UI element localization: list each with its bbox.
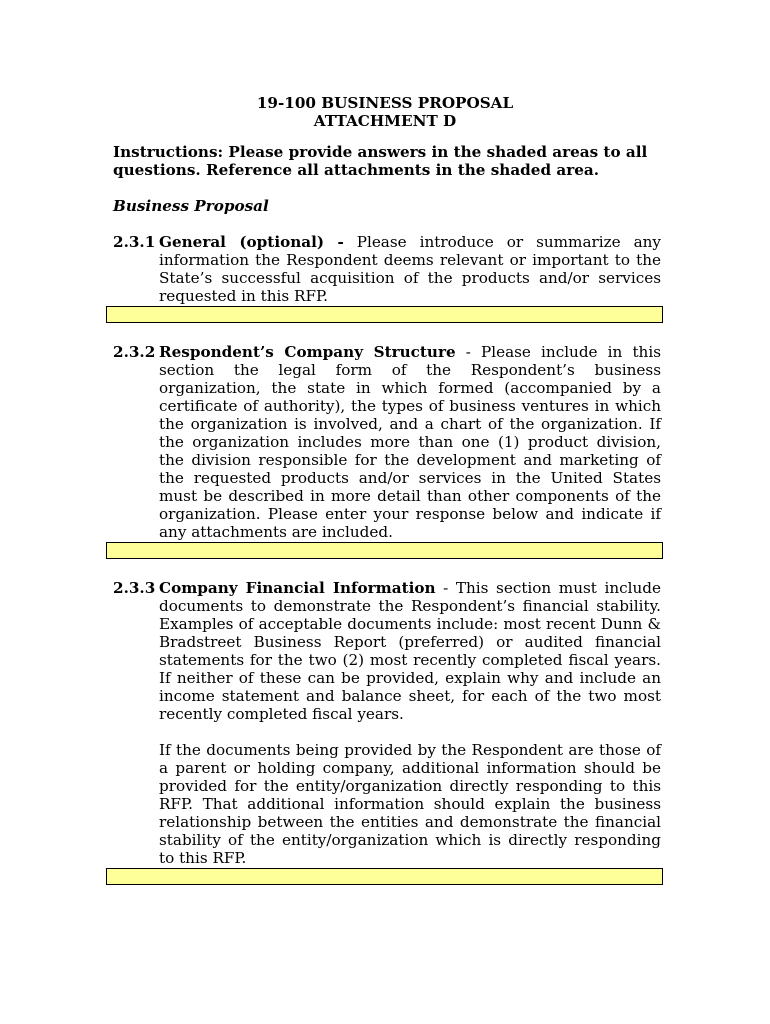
question-paragraph [159, 579, 661, 723]
question-body [159, 343, 661, 541]
question-body [159, 233, 661, 305]
question-number: 2.3.3 [113, 579, 156, 597]
document-subtitle: ATTACHMENT D [313, 112, 457, 130]
answer-field-2-3-1[interactable] [106, 306, 663, 323]
question-paragraph [159, 343, 661, 541]
question-lead: General (optional) - [159, 233, 344, 251]
document-title: 19-100 BUSINESS PROPOSAL [256, 94, 514, 112]
answer-field-2-3-2[interactable] [106, 542, 663, 559]
question-lead: Company Financial Information [159, 579, 436, 597]
question-2-3-1 [113, 233, 661, 305]
answer-field-2-3-3[interactable] [106, 868, 663, 885]
question-lead: Respondent’s Company Structure [159, 343, 456, 361]
question-2-3-2 [113, 343, 661, 541]
question-2-3-3 [113, 579, 661, 867]
question-paragraph-2: If the documents being provided by the Respondent are those of a parent or holding company, additional information should be provided for the entity/organization directly responding to this RFP. That additional information should explain the business relationship between the entities and demonstrate the financial stability of the entity/organization which is directly responding to this RFP. [159, 741, 661, 867]
question-number: 2.3.1 [113, 233, 156, 251]
question-text: - This section must include documents to demonstrate the Respondent’s financial stability. Examples of acceptable documents include: most recent Dunn & Bradstreet Business Report (preferred) or audited financial statements for the two (2) most recently completed fiscal years. If neither of these can be provided, explain why and include an income statement and balance sheet, for each of the two most recently completed fiscal years. [159, 579, 661, 723]
question-body [159, 579, 661, 867]
question-paragraph [159, 233, 661, 305]
instructions-text: Instructions: Please provide answers in the shaded areas to all questions. Reference all attachments in the shaded area. [113, 143, 648, 179]
question-number: 2.3.2 [113, 343, 156, 361]
question-text: - Please include in this section the legal form of the Respondent’s business organization, the state in which formed (accompanied by a certificate of authority), the types of business ventures in which the organization is involved, and a chart of the organization. If the organization includes more than one (1) product division, the division responsible for the development and marketing of the requested products and/or services in the United States must be described in more detail than other components of the organization. Please enter your response below and indicate if any attachments are included. [159, 343, 661, 541]
section-heading: Business Proposal [113, 197, 269, 215]
question-text: Please introduce or summarize any information the Respondent deems relevant or important to the State’s successful acquisition of the products and/or services requested in this RFP. [159, 233, 661, 305]
